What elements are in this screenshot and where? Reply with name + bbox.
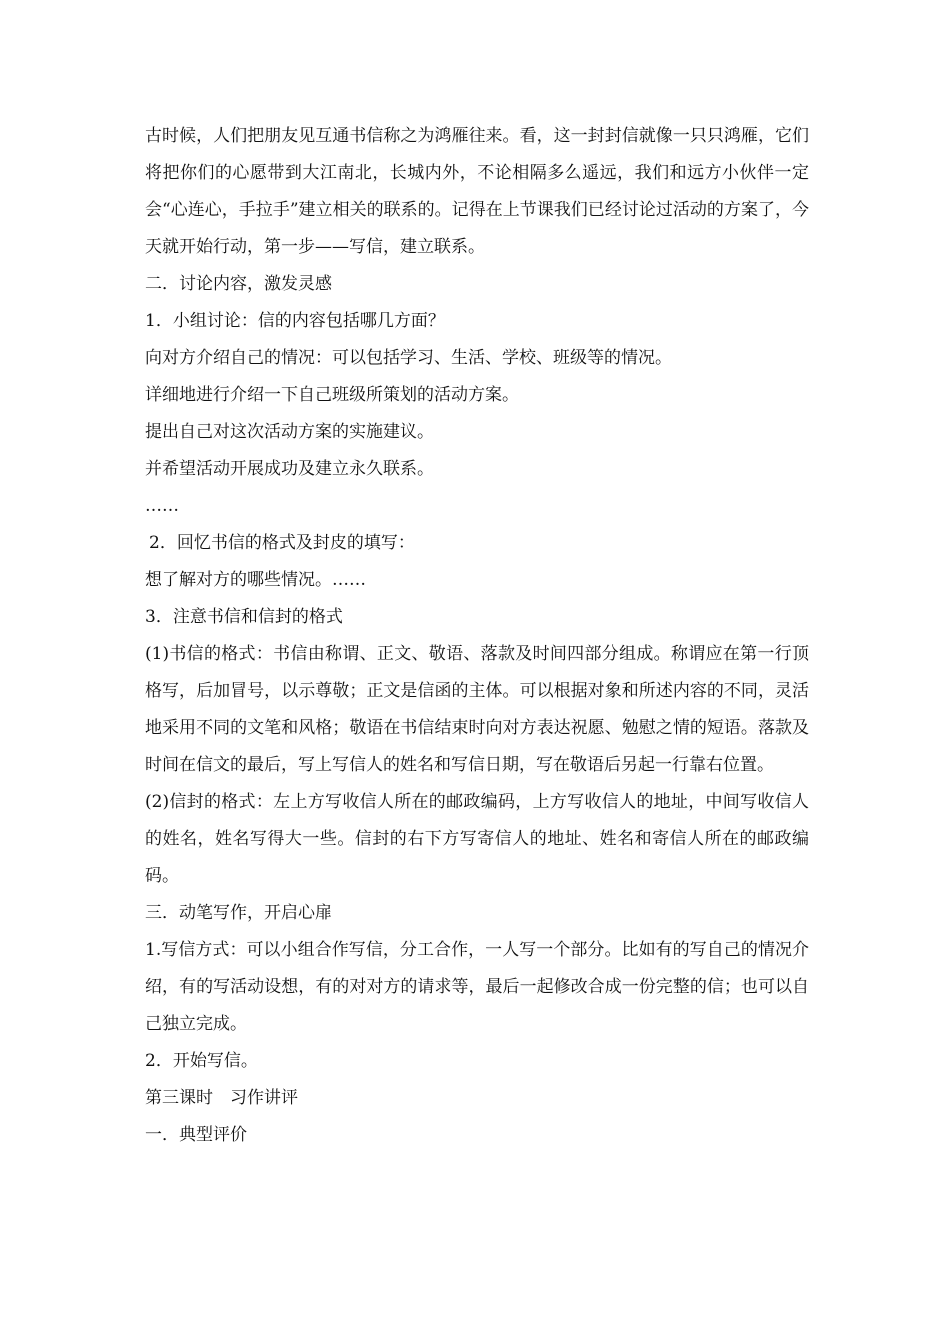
item-group-discussion: 1．小组讨论：信的内容包括哪几方面？ bbox=[145, 311, 445, 331]
lesson-three-title: 第三课时 习作讲评 bbox=[145, 1088, 298, 1108]
item-format-notes: 3．注意书信和信封的格式 bbox=[145, 607, 343, 627]
item-letter-format-recall: 2．回忆书信的格式及封皮的填写： bbox=[149, 533, 415, 553]
section-heading-writing: 三．动笔写作，开启心扉 bbox=[145, 903, 332, 923]
section-heading-evaluation: 一．典型评价 bbox=[145, 1125, 247, 1145]
envelope-format-paragraph: (2)信封的格式：左上方写收信人所在的邮政编码，上方写收信人的地址，中间写收信人的姓名，姓名写得大一些。信封的右下方写寄信人的地址、姓名和寄信人所在的邮政编码。 bbox=[145, 792, 809, 886]
content-line-suggestions: 提出自己对这次活动方案的实施建议。 bbox=[145, 422, 434, 442]
content-line-self-intro: 向对方介绍自己的情况：可以包括学习、生活、学校、班级等的情况。 bbox=[145, 348, 672, 368]
content-line-hope: 并希望活动开展成功及建立永久联系。 bbox=[145, 459, 434, 479]
content-line-learn-about: 想了解对方的哪些情况。…… bbox=[145, 570, 366, 590]
writing-method-paragraph: 1.写信方式：可以小组合作写信，分工合作，一人写一个部分。比如有的写自己的情况介绍，有的写活动设想，有的对对方的请求等，最后一起修改合成一份完整的信；也可以自己独立完成。 bbox=[145, 940, 809, 1034]
intro-paragraph: 古时候，人们把朋友见互通书信称之为鸿雁往来。看，这一封封信就像一只只鸿雁，它们将把你们的心愿带到大江南北，长城内外，不论相隔多么遥远，我们和远方小伙伴一定会“心连心，手拉手”建立相关的联系的。记得在上节课我们已经讨论过活动的方案了，今天就开始行动，第一步——写信，建立联系。 bbox=[145, 126, 809, 257]
content-line-activity-plan: 详细地进行介绍一下自己班级所策划的活动方案。 bbox=[145, 385, 519, 405]
letter-format-paragraph: (1)书信的格式：书信由称谓、正文、敬语、落款及时间四部分组成。称谓应在第一行顶格写，后加冒号，以示尊敬；正文是信函的主体。可以根据对象和所述内容的不同，灵活地采用不同的文笔和风格；敬语在书信结束时向对方表达祝愿、勉慰之情的短语。落款及时间在信文的最后，写上写信人的姓名和写信日期，写在敬语后另起一行靠右位置。 bbox=[145, 644, 809, 775]
document-body bbox=[145, 118, 809, 1154]
ellipsis-line: …… bbox=[145, 496, 179, 516]
section-heading-discussion: 二．讨论内容，激发灵感 bbox=[145, 274, 332, 294]
item-start-writing: 2．开始写信。 bbox=[145, 1051, 258, 1071]
